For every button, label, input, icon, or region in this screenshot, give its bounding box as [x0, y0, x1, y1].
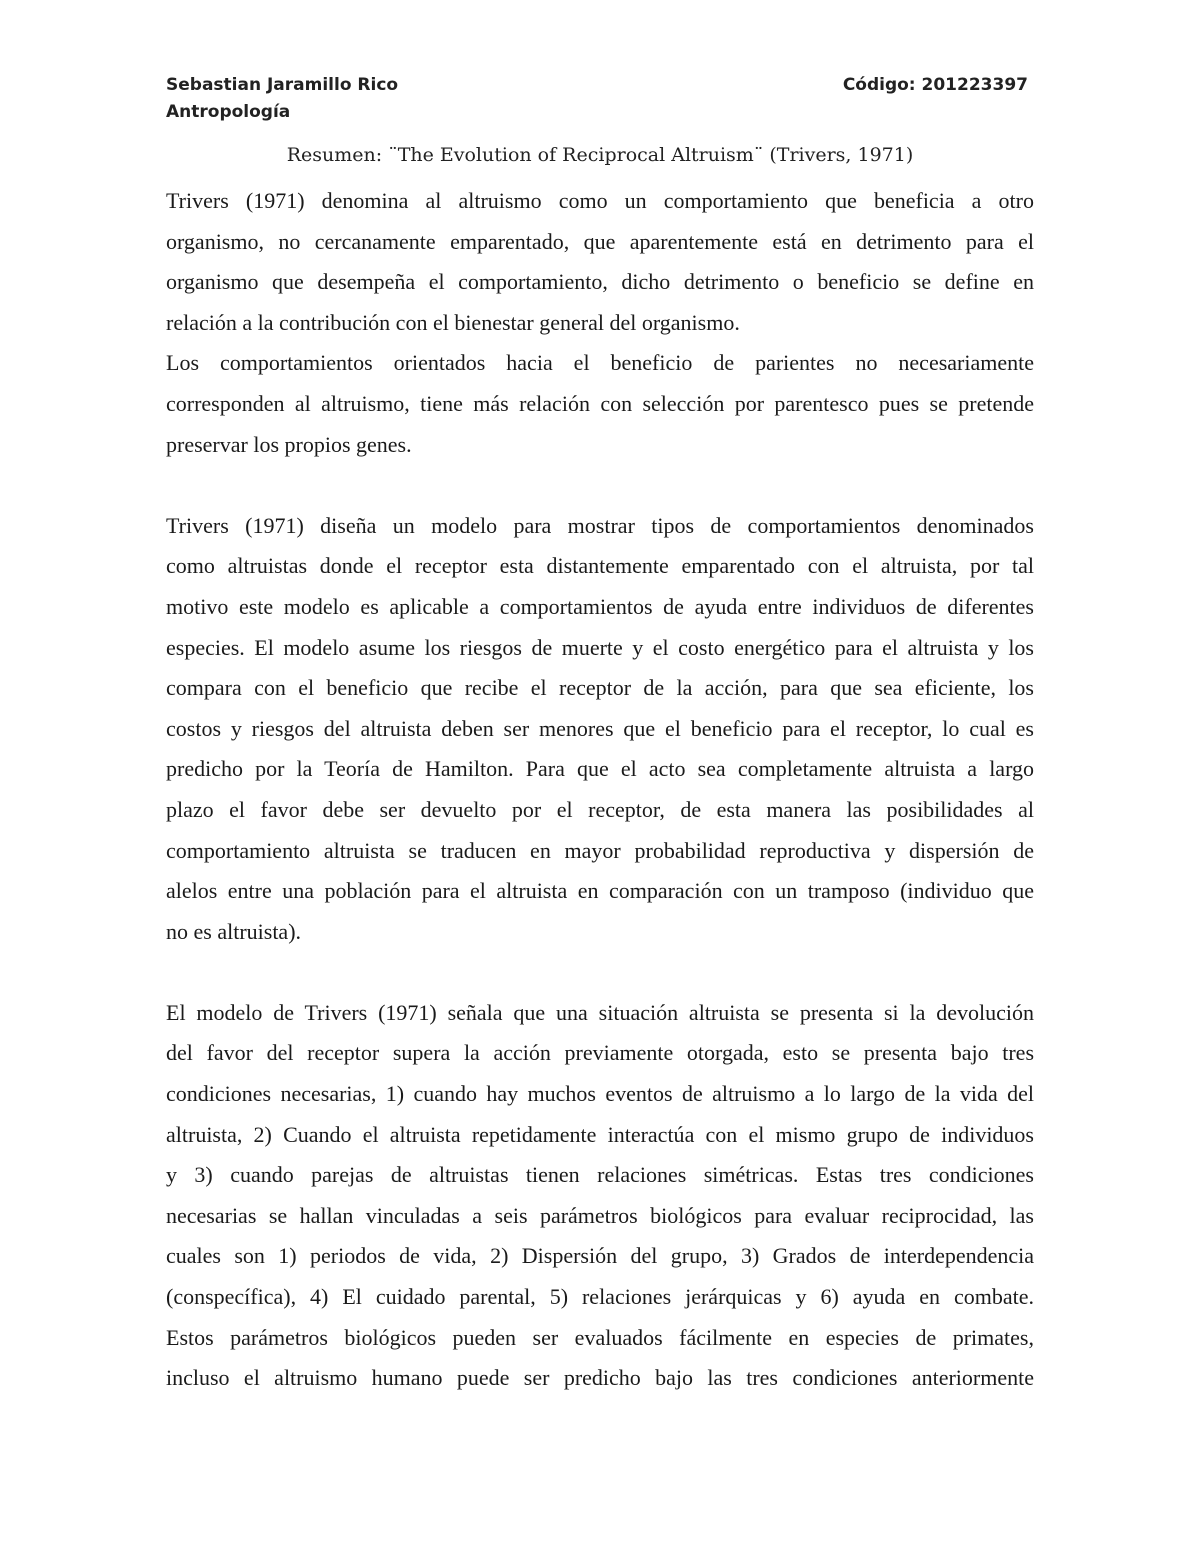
department-name: Antropología	[166, 102, 291, 122]
text-line: costos y riesgos del altruista deben ser menores que el beneficio para el receptor, lo cual es	[166, 715, 1034, 741]
paragraph-3	[166, 506, 1034, 953]
text-line: del favor del receptor supera la acción previamente otorgada, esto se presenta bajo tres	[166, 1040, 1034, 1066]
text-line: relación a la contribución con el bienestar general del organismo.	[166, 309, 740, 335]
paragraph-gap	[166, 952, 1034, 993]
text-line: plazo el favor debe ser devuelto por el receptor, de esta manera las posibilidades al	[166, 796, 1034, 822]
paragraph-1	[166, 181, 1034, 343]
text-line: alelos entre una población para el altruista en comparación con un tramposo (individuo que	[166, 878, 1034, 904]
text-line: Trivers (1971) diseña un modelo para mostrar tipos de comportamientos denominados	[166, 512, 1034, 538]
text-line: organismo que desempeña el comportamiento, dicho detrimento o beneficio se define en	[166, 269, 1034, 295]
text-line: cuales son 1) periodos de vida, 2) Dispersión del grupo, 3) Grados de interdependencia	[166, 1243, 1034, 1269]
text-line: organismo, no cercanamente emparentado, que aparentemente está en detrimento para el	[166, 228, 1034, 254]
text-line: especies. El modelo asume los riesgos de muerte y el costo energético para el altruista y los	[166, 634, 1034, 660]
text-line: compara con el beneficio que recibe el receptor de la acción, para que sea eficiente, los	[166, 675, 1034, 701]
text-line: altruista, 2) Cuando el altruista repetidamente interactúa con el mismo grupo de individuos	[166, 1121, 1034, 1147]
text-line: necesarias se hallan vinculadas a seis parámetros biológicos para evaluar reciprocidad, las	[166, 1202, 1034, 1228]
document-title: Resumen: ¨The Evolution of Reciprocal Altruism¨ (Trivers, 1971)	[286, 144, 914, 166]
document-header	[166, 72, 1028, 126]
text-line: y 3) cuando parejas de altruistas tienen relaciones simétricas. Estas tres condiciones	[166, 1162, 1034, 1188]
paragraph-2	[166, 343, 1034, 465]
text-line: comportamiento altruista se traducen en mayor probabilidad reproductiva y dispersión de	[166, 837, 1034, 863]
text-line: preservar los propios genes.	[166, 431, 412, 457]
text-line: Trivers (1971) denomina al altruismo como un comportamiento que beneficia a otro	[166, 188, 1034, 213]
text-line: Estos parámetros biológicos pueden ser evaluados fácilmente en especies de primates,	[166, 1324, 1034, 1350]
header-row	[166, 72, 1028, 99]
student-code: Código: 201223397	[842, 75, 1028, 95]
paragraph-gap	[166, 465, 1034, 506]
text-line: Los comportamientos orientados hacia el beneficio de parientes no necesariamente	[166, 350, 1034, 376]
paragraph-4	[166, 993, 1034, 1399]
text-line: condiciones necesarias, 1) cuando hay muchos eventos de altruismo a lo largo de la vida del	[166, 1081, 1034, 1107]
document-body	[166, 181, 1034, 1399]
author-name: Sebastian Jaramillo Rico	[166, 75, 399, 95]
text-line: motivo este modelo es aplicable a comportamientos de ayuda entre individuos de diferentes	[166, 593, 1034, 619]
text-line: predicho por la Teoría de Hamilton. Para que el acto sea completamente altruista a largo	[166, 756, 1034, 782]
text-line: El modelo de Trivers (1971) señala que una situación altruista se presenta si la devolución	[166, 999, 1034, 1025]
text-line: incluso el altruismo humano puede ser predicho bajo las tres condiciones anteriormente	[166, 1365, 1034, 1391]
text-line: como altruistas donde el receptor esta distantemente emparentado con el altruista, por tal	[166, 553, 1034, 579]
text-line: no es altruista).	[166, 918, 302, 944]
text-line: (conspecífica), 4) El cuidado parental, 5) relaciones jerárquicas y 6) ayuda en combate.	[166, 1284, 1034, 1310]
text-line: corresponden al altruismo, tiene más relación con selección por parentesco pues se pretende	[166, 390, 1034, 416]
